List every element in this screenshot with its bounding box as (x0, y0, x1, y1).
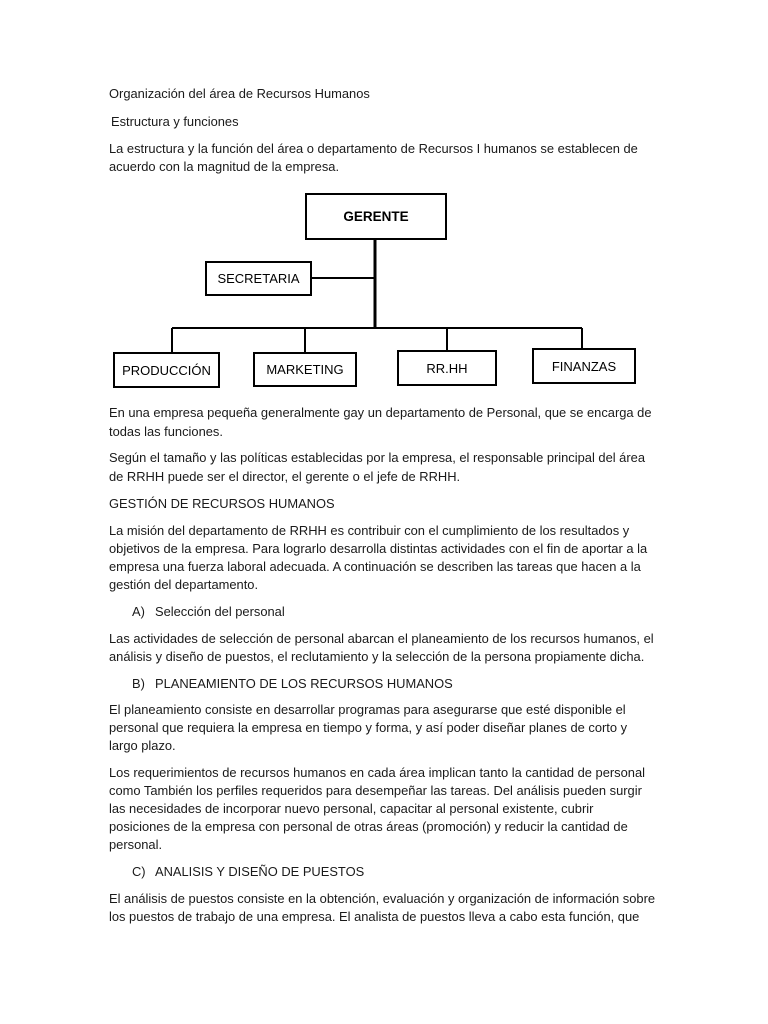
paragraph-line: Según el tamaño y las políticas establecidas por la empresa, el responsable principal del área (109, 450, 645, 465)
paragraph-line: Las actividades de selección de personal abarcan el planeamiento de los recursos humanos, el (109, 631, 654, 646)
paragraph-line: las necesidades de incorporar nuevo personal, capacitar al personal existente, cubrir (109, 801, 594, 816)
document-subtitle: Estructura y funciones (111, 114, 239, 129)
paragraph-line: todas las funciones. (109, 424, 223, 439)
intro-line: La estructura y la función del área o departamento de Recursos I humanos se establecen de (109, 141, 638, 156)
org-box-secretaria: SECRETARIA (205, 261, 312, 296)
paragraph-line: posiciones de la empresa con personal de otras áreas (promoción) y reducir la cantidad de (109, 819, 628, 834)
paragraph-line: personal. (109, 837, 163, 852)
paragraph-line: gestión del departamento. (109, 577, 259, 592)
document-title: Organización del área de Recursos Humanos (109, 86, 370, 101)
paragraph-line: análisis y diseño de puestos, el reclutamiento y la selección de la persona propiamente dicha. (109, 649, 645, 664)
paragraph-line: La misión del departamento de RRHH es contribuir con el cumplimiento de los resultados y (109, 523, 630, 538)
list-label: C) (132, 864, 146, 879)
paragraph-line: Los requerimientos de recursos humanos en cada área implican tanto la cantidad de personal (109, 765, 645, 780)
paragraph-line: empresa una fuerza laboral adecuada. A continuación se describen las tareas que hacen a la (109, 559, 641, 574)
list-item-title: ANALISIS Y DISEÑO DE PUESTOS (155, 864, 365, 879)
list-label: A) (132, 604, 145, 619)
section-heading: GESTIÓN DE RECURSOS HUMANOS (109, 496, 335, 511)
org-box-produccion: PRODUCCIÓN (113, 352, 220, 388)
paragraph-line: largo plazo. (109, 738, 176, 753)
paragraph-line: El planeamiento consiste en desarrollar programas para asegurarse que esté disponible el (109, 702, 626, 717)
paragraph-line: de RRHH puede ser el director, el gerente o el jefe de RRHH. (109, 469, 461, 484)
paragraph-line: objetivos de la empresa. Para lograrlo desarrolla distintas actividades con el fin de aportar a la (109, 541, 648, 556)
paragraph-line: El análisis de puestos consiste en la obtención, evaluación y organización de información sobre (109, 891, 656, 906)
paragraph-line: En una empresa pequeña generalmente gay un departamento de Personal, que se encarga de (109, 405, 652, 420)
org-box-marketing: MARKETING (253, 352, 357, 387)
org-box-finanzas: FINANZAS (532, 348, 636, 384)
org-box-rrhh: RR.HH (397, 350, 497, 386)
paragraph-line: como También los perfiles requeridos para desempeñar las tareas. Del análisis pueden surgir (109, 783, 642, 798)
list-item-title: Selección del personal (155, 604, 285, 619)
paragraph-line: personal que requiera la empresa en tiempo y forma, y así poder diseñar planes de corto y (109, 720, 628, 735)
list-label: B) (132, 676, 145, 691)
paragraph-line: los puestos de trabajo de una empresa. El analista de puestos lleva a cabo esta función, que (109, 909, 640, 924)
list-item-title: PLANEAMIENTO DE LOS RECURSOS HUMANOS (155, 676, 453, 691)
intro-line: acuerdo con la magnitud de la empresa. (109, 159, 340, 174)
org-box-gerente: GERENTE (305, 193, 447, 240)
